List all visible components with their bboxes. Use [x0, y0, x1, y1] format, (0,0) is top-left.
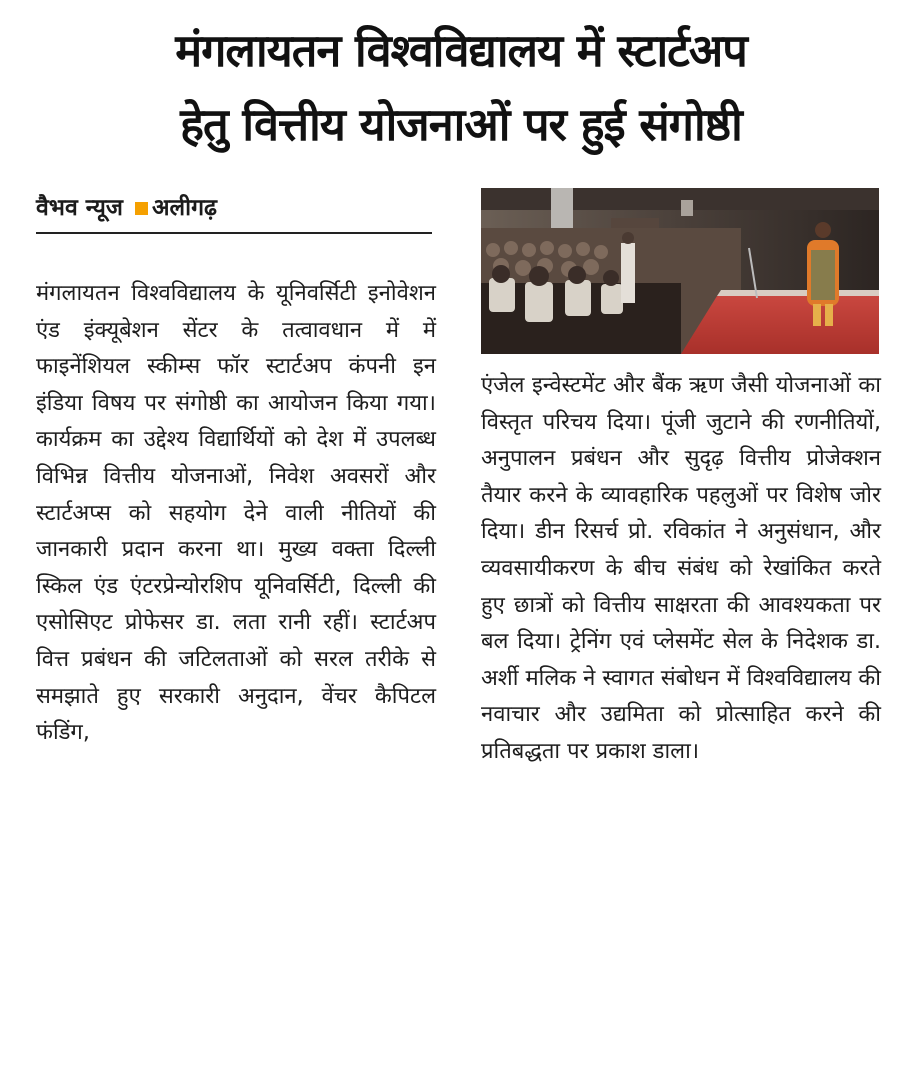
byline-source: वैभव न्यूज — [36, 195, 123, 221]
headline — [20, 14, 902, 162]
headline-line-2: हेतु वित्तीय योजनाओं पर हुई संगोष्ठी — [180, 98, 742, 151]
seminar-photo-illustration — [481, 188, 879, 354]
byline — [36, 188, 432, 234]
headline-line-1: मंगलायतन विश्वविद्यालय में स्टार्टअप — [175, 24, 747, 77]
byline-square-icon — [135, 202, 148, 215]
article-text-right: एंजेल इन्वेस्टमेंट और बैंक ऋण जैसी योजनाओं का विस्तृत परिचय दिया। पूंजी जुटाने की रणनीतियों, अनुपालन प्रबंधन और सुदृढ़ वित्तीय प्रोजेक्शन तैयार करने के व्यावहारिक पहलुओं पर विशेष जोर दिया। डीन रिसर्च प्रो. रविकांत ने अनुसंधान, और व्यवसायीकरण के बीच संबंध को रेखांकित करते हुए छात्रों को वित्तीय साक्षरता की आवश्यकता पर बल दिया। ट्रेनिंग एवं प्लेसमेंट सेल के निदेशक डा. अर्शी मलिक ने स्वागत संबोधन में विश्वविद्यालय की नवाचार और उद्यमिता को प्रोत्साहित करने की प्रतिबद्धता पर प्रकाश डाला। — [481, 373, 882, 764]
article-column-right — [481, 368, 881, 771]
article-text-left: मंगलायतन विश्वविद्यालय के यूनिवर्सिटी इनोवेशन एंड इंक्यूबेशन सेंटर के तत्वावधान में में फाइनेंशियल स्कीम्स फॉर स्टार्टअप कंपनी इन इंडिया विषय पर संगोष्ठी का आयोजन किया गया। कार्यक्रम का उद्देश्य विद्यार्थियों को देश में उपलब्ध विभिन्न वित्तीय योजनाओं, निवेश अवसरों और स्टार्टअप्स को सहयोग देने वाली नीतियों की जानकारी प्रदान करना था। मुख्य वक्ता दिल्ली स्किल एंड एंटरप्रेन्योरशिप यूनिवर्सिटी, दिल्ली की एसोसिएट प्रोफेसर डा. लता रानी रहीं। स्टार्टअप वित्त प्रबंधन की जटिलताओं को सरल तरीके से समझाते हुए सरकारी अनुदान, वेंचर कैपिटल फंडिंग, — [36, 281, 436, 746]
byline-location: अलीगढ़ — [151, 195, 217, 221]
seminar-photo — [481, 188, 879, 354]
article-column-left — [36, 276, 436, 752]
